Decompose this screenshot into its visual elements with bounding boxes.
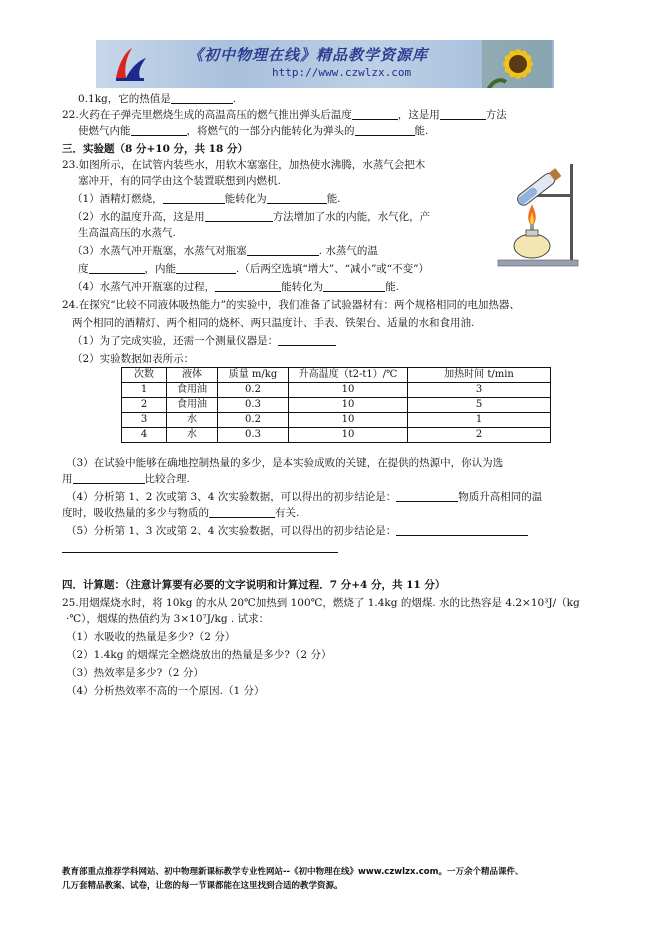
q23-text: .（后两空选填“增大”、“减小”或“不变”） <box>236 263 430 275</box>
table-cell: 5 <box>408 398 551 413</box>
table-row <box>122 398 551 413</box>
table-cell: 水 <box>167 413 218 428</box>
answer-blank[interactable] <box>215 281 281 292</box>
table-cell: 10 <box>289 428 408 443</box>
q23-text: 能转化为 <box>224 193 267 205</box>
answer-blank[interactable] <box>440 109 486 120</box>
table-cell: 4 <box>122 428 167 443</box>
q22-text: ，这是用 <box>397 109 440 121</box>
answer-blank[interactable] <box>171 93 233 104</box>
question-24-part4b <box>62 506 299 520</box>
q23-text: . 水蒸气的温 <box>318 245 378 257</box>
answer-blank[interactable] <box>267 193 327 204</box>
table-header-cell: 液体 <box>167 368 218 383</box>
table-cell: 10 <box>289 398 408 413</box>
table-cell: 食用油 <box>167 398 218 413</box>
answer-blank[interactable] <box>355 125 415 136</box>
q24-text: （1）为了完成实验，还需一个测量仪器是： <box>72 335 279 347</box>
table-cell: 10 <box>289 383 408 398</box>
q23-text: 能转化为 <box>281 281 324 293</box>
q22-text: 方法 <box>485 109 507 121</box>
table-cell: 0.3 <box>218 428 289 443</box>
answer-blank[interactable] <box>247 245 319 256</box>
q24-text: 用 <box>62 473 73 485</box>
question-23-part4 <box>72 280 399 294</box>
q22-text: 能. <box>414 125 429 137</box>
question-24-part2: （2）实验数据如表所示： <box>72 353 195 365</box>
question-24-part3b <box>62 472 190 486</box>
q21-end: . <box>232 93 237 105</box>
q23-text: （1）酒精灯燃烧， <box>72 193 163 205</box>
q24-text: 度时，吸收热量的多少与物质的 <box>62 507 209 519</box>
q23-text: 度 <box>78 263 89 275</box>
q22-text: 22.火药在子弹壳里燃烧生成的高温高压的燃气推出弹头后温度 <box>62 109 352 121</box>
question-25-part1: （1）水吸收的热量是多少?（2 分） <box>66 631 236 643</box>
question-25-line2: ·℃），烟煤的热值约为 3×10⁷J/kg . 试求： <box>66 613 270 625</box>
section-4-heading: 四．计算题：（注意计算要有必要的文字说明和计算过程．7 分+4 分，共 11 分） <box>62 579 446 591</box>
q23-text: 能. <box>326 193 341 205</box>
table-cell: 1 <box>122 383 167 398</box>
table-row <box>122 413 551 428</box>
table-cell: 食用油 <box>167 383 218 398</box>
q24-text: 物质升高相同的温 <box>458 491 543 503</box>
table-header-cell: 质量 m/kg <box>218 368 289 383</box>
question-23-part2b: 生高温高压的水蒸气. <box>78 227 176 239</box>
table-cell: 0.3 <box>218 398 289 413</box>
question-24-part5 <box>66 524 528 538</box>
q22-text: 使燃气内能 <box>78 125 131 137</box>
question-24-part4 <box>66 490 542 504</box>
table-cell: 0.2 <box>218 383 289 398</box>
q23-text: （4）水蒸气冲开瓶塞的过程， <box>72 281 216 293</box>
section-3-heading: 三．实验题（8 分+10 分，共 18 分） <box>62 143 248 155</box>
q23-text: 方法增加了水的内能，水气化，产 <box>272 211 431 223</box>
question-22-line1 <box>62 108 507 122</box>
question-25-part4: （4）分析热效率不高的一个原因.（1 分） <box>66 685 265 697</box>
table-cell: 2 <box>122 398 167 413</box>
table-header-cell: 升高温度（t2-t1）/℃ <box>289 368 408 383</box>
table-cell: 10 <box>289 413 408 428</box>
q23-text: 能. <box>385 281 400 293</box>
banner-url: http://www.czwlzx.com <box>272 66 412 79</box>
question-24-line2: 两个相同的酒精灯、两个相同的烧杯、两只温度计、手表、铁架台、适量的水和食用油. <box>72 317 475 329</box>
question-23-part3b <box>78 262 429 276</box>
answer-blank[interactable] <box>396 525 528 536</box>
q24-text: （5）分析第 1、3 次或第 2、4 次实验数据，可以得出的初步结论是： <box>66 525 397 537</box>
table-cell: 0.2 <box>218 413 289 428</box>
table-cell: 1 <box>408 413 551 428</box>
question-23-line2: 塞冲开，有的同学由这个装置联想到内燃机. <box>78 175 281 187</box>
table-cell: 水 <box>167 428 218 443</box>
table-cell: 3 <box>122 413 167 428</box>
answer-blank[interactable] <box>73 473 145 484</box>
question-23-part2 <box>72 210 430 224</box>
table-row <box>122 428 551 443</box>
experiment-data-table <box>121 367 551 443</box>
table-header-cell: 次数 <box>122 368 167 383</box>
answer-line[interactable] <box>62 552 338 553</box>
q24-text: 有关. <box>275 507 300 519</box>
question-22-line2 <box>78 124 428 138</box>
question-25-part3: （3）热效率是多少?（2 分） <box>66 667 204 679</box>
header-banner <box>96 40 554 88</box>
test-tube-apparatus-icon <box>496 160 580 268</box>
q21-text: 0.1kg，它的热值是 <box>78 93 171 105</box>
footer-line-1: 教育部重点推荐学科网站、初中物理新课标教学专业性网站--《初中物理在线》www.czwlzx.com。一万余个精品课件、 <box>62 867 524 877</box>
q23-text: ，内能 <box>144 263 176 275</box>
table-cell: 2 <box>408 428 551 443</box>
footer-line-2: 几万套精品教案、试卷，让您的每一节课都能在这里找到合适的教学资源。 <box>62 881 343 891</box>
question-23-part1 <box>72 192 341 206</box>
answer-blank[interactable] <box>278 335 336 346</box>
q24-text: （4）分析第 1、2 次或第 3、4 次实验数据，可以得出的初步结论是： <box>66 491 397 503</box>
question-23-line1: 23.如图所示，在试管内装些水，用软木塞塞住，加热使水沸腾，水蒸气会把木 <box>62 159 426 171</box>
sunflower-icon <box>482 40 552 88</box>
table-header-row <box>122 368 551 383</box>
answer-blank[interactable] <box>163 193 225 204</box>
answer-blank[interactable] <box>89 263 145 274</box>
answer-blank[interactable] <box>352 109 398 120</box>
q22-text: ，将燃气的一部分内能转化为弹头的 <box>186 125 355 137</box>
answer-blank[interactable] <box>396 491 458 502</box>
question-23-part3 <box>72 244 378 258</box>
question-25-part2: （2）1.4kg 的烟煤完全燃烧放出的热量是多少?（2 分） <box>66 649 332 661</box>
answer-blank[interactable] <box>205 211 273 222</box>
q23-text: （2）水的温度升高，这是用 <box>72 211 205 223</box>
q24-text: 比较合理. <box>144 473 190 485</box>
table-cell: 3 <box>408 383 551 398</box>
answer-blank[interactable] <box>323 281 385 292</box>
question-24-part3: （3）在试验中能够在确地控制热量的多少，是本实验成败的关键，在提供的热源中，你认为选 <box>66 457 504 469</box>
table-row <box>122 383 551 398</box>
answer-blank[interactable] <box>131 125 187 136</box>
question-25-line1: 25.用烟煤烧水时，将 10kg 的水从 20℃加热到 100℃，燃烧了 1.4kg 的烟煤. 水的比热容是 4.2×10³J/（kg <box>62 597 580 609</box>
answer-blank[interactable] <box>176 263 236 274</box>
answer-blank[interactable] <box>209 507 275 518</box>
banner-title: 《初中物理在线》精品教学资源库 <box>188 46 429 64</box>
site-logo-icon <box>110 44 150 84</box>
question-21-end <box>78 92 236 106</box>
question-24-line1: 24.在探究“比较不同液体吸热能力”的实验中，我们准备了试验器材有：两个规格相同的电加热器、 <box>62 299 520 311</box>
table-header-cell: 加热时间 t/min <box>408 368 551 383</box>
q23-text: （3）水蒸气冲开瓶塞，水蒸气对瓶塞 <box>72 245 247 257</box>
question-24-part1 <box>72 334 336 348</box>
